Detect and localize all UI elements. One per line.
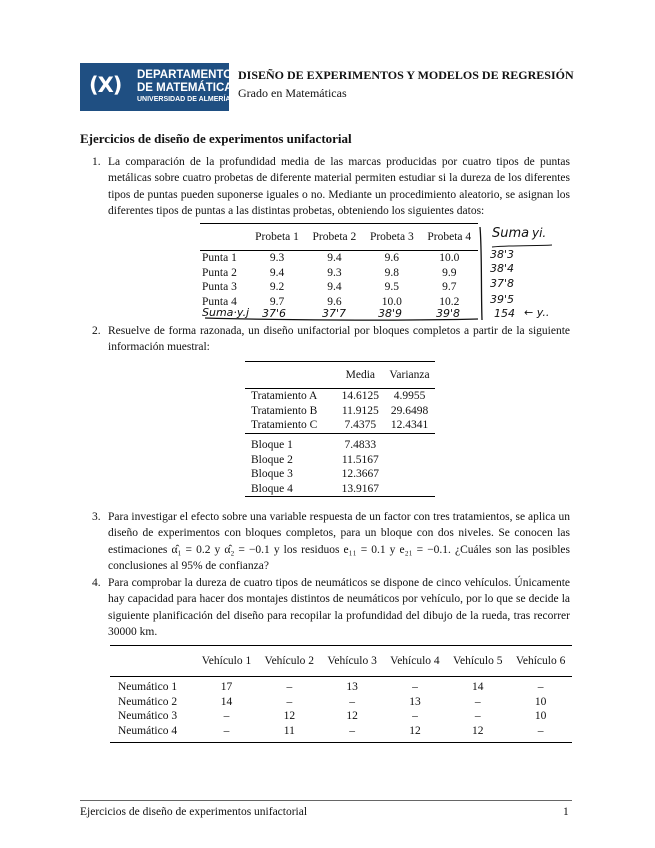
table-cell: –	[412, 710, 418, 723]
exercise-number: 3.	[92, 511, 101, 523]
table-header-cell: Vehículo 3	[321, 646, 384, 677]
row-label: Tratamiento B	[251, 404, 318, 417]
block-design-table	[245, 361, 435, 497]
table-cell: 9.8	[384, 266, 400, 279]
exercise-2	[92, 323, 570, 356]
table-cell: 9.2	[269, 281, 285, 294]
handwritten-col-sum-label: Suma·y.j	[202, 306, 250, 319]
handwritten-underline	[492, 245, 552, 247]
logo-line-1: DEPARTAMENTO	[137, 69, 233, 81]
logo-line-3: UNIVERSIDAD DE ALMERÍA	[137, 96, 231, 103]
table-header-cell	[110, 646, 195, 677]
handwritten-total: 154	[494, 307, 515, 320]
table-cell: 9.7	[442, 281, 457, 294]
row-label: Bloque 4	[251, 482, 293, 495]
table-row	[245, 482, 435, 497]
table-cell: 9.6	[384, 252, 400, 265]
document-subtitle: Grado en Matemáticas	[238, 86, 347, 100]
handwritten-col-sum: 39'8	[436, 307, 461, 320]
table-cell: 7.4375	[344, 419, 377, 432]
table-cell: 13.9167	[341, 482, 380, 495]
table-header-row	[110, 646, 572, 677]
table-cell: –	[349, 695, 355, 708]
table-cell: 12	[472, 725, 484, 738]
table-header-cell: Probeta 2	[306, 224, 363, 251]
table-cell: 10	[534, 710, 547, 723]
handwritten-suma-header: Suma	[492, 226, 530, 241]
table-header-cell: Vehículo 4	[384, 646, 447, 677]
table-cell: 13	[409, 695, 421, 708]
row-label: Neumático 3	[118, 710, 178, 723]
table-header-cell: Probeta 3	[363, 224, 420, 251]
table-cell	[384, 467, 435, 482]
table-cell: 9.6	[327, 296, 342, 309]
table-cell: 9.3	[269, 252, 285, 265]
table-cell: 9.4	[327, 281, 342, 294]
table-cell: –	[537, 681, 544, 694]
table-header-cell: Vehículo 1	[195, 646, 258, 677]
table-header-cell: Vehículo 2	[258, 646, 321, 677]
table-cell: 12	[409, 725, 421, 738]
table-cell: 14	[220, 695, 233, 708]
table-row	[245, 452, 435, 467]
table-cell: 13	[346, 681, 358, 694]
row-label: Neumático 2	[118, 695, 178, 708]
logo-symbol: (X)	[89, 73, 122, 97]
table-cell: 9.4	[327, 252, 342, 265]
row-label: Punta 4	[202, 296, 237, 309]
row-label: Neumático 1	[118, 681, 178, 694]
footer-text: Ejercicios de diseño de experimentos unifactorial	[80, 806, 308, 818]
table-row	[245, 404, 435, 419]
table-header-cell: Vehículo 5	[446, 646, 509, 677]
table-cell: 29.6498	[390, 404, 429, 417]
row-label: Bloque 2	[251, 453, 293, 466]
table-cell: 9.4	[269, 266, 285, 279]
handwritten-total-label: ← y..	[524, 306, 550, 319]
exercise-number: 2.	[92, 325, 101, 337]
footer-divider	[80, 800, 572, 801]
table-cell: 9.3	[327, 266, 342, 279]
table-header-cell: Probeta 1	[248, 224, 305, 251]
table-cell: 11.9125	[341, 404, 379, 417]
table-cell: 4.9955	[393, 390, 426, 403]
table-cell: –	[349, 725, 355, 738]
table-cell	[384, 433, 435, 452]
section-title: Ejercicios de diseño de experimentos unifactorial	[80, 131, 352, 146]
table-cell: 10.2	[439, 296, 460, 309]
table-cell: –	[223, 710, 230, 723]
row-label: Punta 2	[202, 266, 237, 279]
table-row	[245, 467, 435, 482]
page-number: 1	[563, 806, 569, 818]
table-cell: 14	[472, 681, 484, 694]
exercise-number: 4.	[92, 577, 101, 589]
table-cell: 10.0	[439, 252, 460, 265]
handwritten-row-sum: 38'4	[490, 262, 515, 275]
exercise-number: 1.	[92, 156, 101, 168]
handwritten-col-sum: 37'6	[262, 307, 287, 320]
exercise-3	[92, 509, 570, 574]
handwritten-col-sum: 37'7	[322, 307, 347, 320]
table-header-cell: Varianza	[384, 362, 435, 389]
table-cell: –	[223, 725, 230, 738]
table-row	[245, 418, 435, 433]
table-cell: 12.4341	[390, 419, 429, 432]
row-label: Punta 1	[202, 252, 237, 265]
row-label: Punta 3	[202, 281, 237, 294]
table-cell: –	[474, 695, 481, 708]
table-cell: 10	[534, 695, 547, 708]
table-cell: 9.7	[269, 296, 285, 309]
table-header-row	[245, 362, 435, 389]
logo-line-2: DE MATEMÁTICAS	[137, 82, 241, 94]
table-header-cell: Media	[337, 362, 384, 389]
table-cell: 12	[346, 710, 358, 723]
table-header-cell	[245, 362, 337, 389]
document-title: DISEÑO DE EXPERIMENTOS Y MODELOS DE REGRESIÓN	[238, 68, 574, 82]
table-cell: 9.5	[384, 281, 400, 294]
table-row	[245, 389, 435, 404]
table-cell: –	[412, 681, 418, 694]
table-row	[110, 709, 572, 724]
table-cell: 11.5167	[341, 453, 379, 466]
exercise-text: La comparación de la profundidad media de las marcas producidas por cuatro tipos de puntas metálicas sobre cuatro probetas de diferente material permiten estudiar si la dureza de los diferentes tipos de puntas pueden suponerse iguales o no. Mediante un procedimiento aleatorio, se asignan los diferentes tipos de puntas a las distintas probetas, obteniendo los siguientes datos:	[108, 156, 570, 217]
table-cell	[384, 482, 435, 497]
table-cell: 12.3667	[341, 468, 380, 481]
handwritten-row-sum: 37'8	[490, 277, 515, 290]
table-cell: 7.4833	[337, 433, 384, 452]
table-cell: 12	[283, 710, 296, 723]
handwritten-row-sum: 39'5	[490, 293, 515, 306]
table-cell: 14.6125	[341, 390, 380, 403]
table-cell: 10.0	[381, 296, 402, 309]
exercise-4	[92, 575, 570, 640]
table-header-cell: Probeta 4	[421, 224, 478, 251]
table-cell: 11	[283, 725, 295, 738]
table-cell: 9.9	[442, 266, 457, 279]
table-cell: –	[537, 725, 544, 738]
tire-design-table	[110, 645, 572, 743]
table-cell: 17	[220, 681, 233, 694]
table-cell: –	[474, 710, 481, 723]
table-cell	[384, 452, 435, 467]
handwritten-yi-header: yi.	[532, 226, 547, 240]
exercise-text: Para comprobar la dureza de cuatro tipos de neumáticos se dispone de cinco vehículos. Únicamente hay capacidad para hacer dos montajes distintos de neumáticos por vehículo, por lo que se decide la siguiente planificación del diseño para recopilar la profundidad del dibujo de la rueda, tras recorrer 30000 km.	[108, 577, 570, 638]
handwritten-col-sum: 38'9	[378, 307, 403, 320]
table-row	[110, 677, 572, 695]
table-row	[245, 433, 435, 452]
handwritten-divider-vertical	[480, 227, 482, 320]
table-cell: –	[286, 681, 293, 694]
row-label: Bloque 1	[245, 433, 337, 452]
exercise-text: Resuelve de forma razonada, un diseño unifactorial por bloques completos a partir de la siguiente información muestral:	[108, 325, 570, 354]
table-cell: –	[286, 695, 293, 708]
table-row	[110, 695, 572, 710]
row-label: Tratamiento C	[251, 419, 318, 432]
table-row	[110, 724, 572, 743]
row-label: Bloque 3	[251, 468, 293, 481]
table-header-cell: Vehículo 6	[509, 646, 572, 677]
exercise-text: Para investigar el efecto sobre una variable respuesta de un factor con tres tratamientos, se aplica un diseño de experimentos con bloques completos, para un bloque con dos niveles. Se conocen las estimaciones α̂₁ = 0.2 y α̂₂ = −0.1 y los residuos e₁₁ = 0.1 y e₂₁ = −0.1. ¿Cuáles son las posibles conclusiones al 95% de confianza?	[108, 511, 570, 572]
row-label: Neumático 4	[118, 725, 178, 738]
handwritten-row-sum: 38'3	[490, 248, 515, 261]
row-label: Tratamiento A	[251, 390, 318, 403]
